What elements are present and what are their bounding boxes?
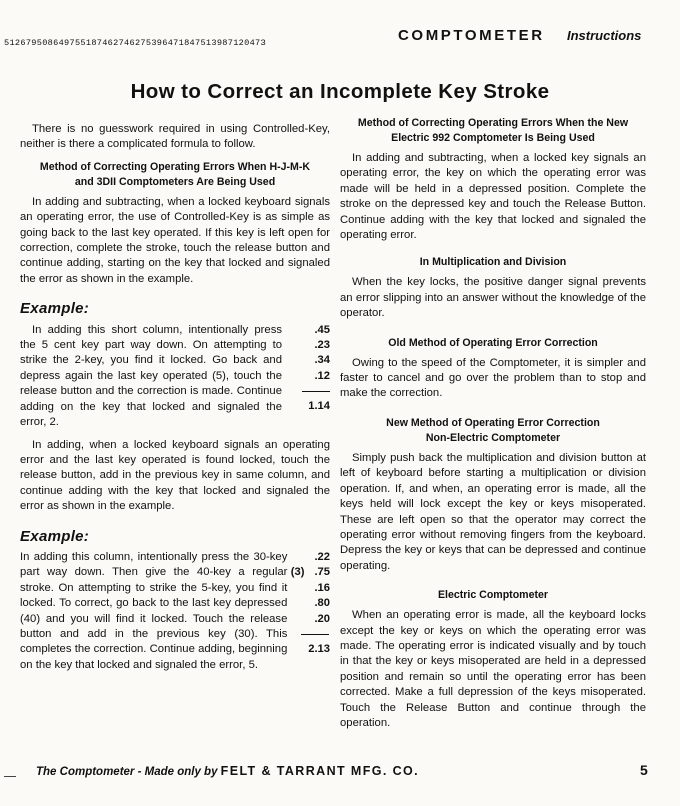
electric-paragraph: When an operating error is made, all the keyboard locks except the key or keys on which the operating error was made. The operating error is indicated visually and by touch in that the key or keys misoperated are held in a depressed position and remain so until the operating error has been corrected. Make a full depression of the keys misoperated. Touch the Release Button and continue through the operation. (340, 609, 646, 729)
heading-line: Method of Correcting Operating Errors When the New (357, 117, 629, 129)
example-figure: .20 (314, 612, 330, 625)
hjmk-paragraph: In adding and subtracting, when a locked keyboard signals an operating error, the use of Controlled-Key is as simple as going back to the last key operated. If this key is left open for correction, complete the stroke, touch the release button and continue adding, starting on the key that locked and signaled the error as shown in the example. (20, 195, 330, 285)
heading-line: Non-Electric Comptometer (425, 431, 561, 444)
footer-maker: FELT & TARRANT MFG. CO. (220, 764, 420, 778)
electric-992-paragraph: In adding and subtracting, when a locked key signals an operating error, the key on which the operating error was made will be held in a depressed position. Complete the stroke on the depressed key and touch the Release Button. Continue adding with the key that locked and signaled the operating error. (340, 152, 646, 242)
example-1-text: In adding this short column, intentionally press the 5 cent key part way down. On attempting to strike the 2-key, you find it locked. Go back and depress again the last key operated (5), touch the release button and the correction is made. Continue adding on the key that locked and signaled the error, 2. (20, 323, 282, 429)
example-figure: .45 (314, 323, 330, 336)
example-figure: .16 (314, 581, 330, 594)
page-footer (0, 760, 680, 784)
left-column (20, 122, 330, 680)
page-header (0, 24, 680, 50)
right-column (340, 116, 646, 738)
example-2-column (287, 550, 330, 657)
old-method-paragraph: Owing to the speed of the Comptometer, it is simpler and faster to cancel and go over the problem than to stop and make the correction. (340, 356, 646, 400)
heading-old-method: Old Method of Operating Error Correction (388, 336, 598, 349)
heading-new-method (340, 416, 646, 446)
serial-number-strip: 51267950864975518746274627539647184751398712047З (4, 38, 266, 48)
section-label: Instructions (567, 28, 642, 43)
sum-rule (302, 384, 330, 392)
heading-line: Electric 992 Comptometer Is Being Used (391, 132, 595, 144)
example-figure: .23 (314, 339, 330, 352)
brand-name: COMPTOMETER (398, 27, 545, 44)
sum-rule (301, 627, 329, 635)
heading-electric: Electric Comptometer (437, 589, 549, 602)
margin-mark (4, 776, 16, 777)
example-figure-row (287, 565, 330, 580)
example-2-text: In adding this column, intentionally press the 30-key part way down. Then give the 40-key a regular stroke. On attempting to strike the 5-key, you find it locked. To correct, go back to the last key depressed (40) and you will find it locked. Touch the release button and add in the previous key (30). This completes the correction. Continue adding, beginning on the key that locked and signaled the error, 5. (20, 550, 288, 671)
page-number: 5 (640, 762, 648, 778)
heading-line: New Method of Operating Error Correction (386, 416, 600, 429)
page-title: How to Correct an Incomplete Key Stroke (130, 80, 550, 103)
intro-paragraph: There is no guesswork required in using Controlled-Key, neither is there a complicated formula to follow. (20, 123, 330, 151)
heading-hjmk-method (20, 160, 330, 190)
example-heading: Example: (20, 300, 90, 318)
example-figure: .22 (314, 550, 330, 563)
example-total: 1.14 (308, 400, 330, 413)
example-1 (20, 323, 330, 431)
example-figure: .12 (314, 369, 330, 382)
example-figure: .80 (314, 597, 330, 610)
example-figure: .34 (314, 354, 330, 367)
example-2 (20, 550, 330, 673)
new-method-paragraph: Simply push back the multiplication and division button at left of keyboard before starting a multiplication or division operation. If, and when, an operating error is made, all the keys held will lock except the key or keys misoperated. These are left open so that the operator may correct the operating error without removing fingers from the keyboard. Depress the key or keys that can be depressed and continue operating. (340, 451, 646, 572)
heading-line: Method of Correcting Operating Errors When H-J-M-K (39, 160, 311, 173)
footer-credit (36, 764, 419, 778)
heading-992-method (340, 116, 646, 146)
heading-multiplication: In Multiplication and Division (419, 256, 567, 269)
footer-tagline: The Comptometer - Made only by (36, 766, 218, 778)
example-heading: Example: (20, 527, 90, 545)
example-total: 2.13 (308, 642, 330, 655)
multiplication-paragraph: When the key locks, the positive danger signal prevents an error slipping into an answer without the knowledge of the operator. (340, 276, 646, 320)
example-figure: .75 (314, 566, 330, 579)
example-1-column (288, 323, 330, 415)
example-mark: (3) (290, 566, 305, 579)
heading-line: and 3DII Comptometers Are Being Used (74, 175, 276, 188)
locked-paragraph: In adding, when a locked keyboard signals an operating error and the last key operated is found locked, touch the release button, add in the previous key in same column, and continue adding with the key that locked and signaled the error as shown in the example. (20, 438, 330, 513)
